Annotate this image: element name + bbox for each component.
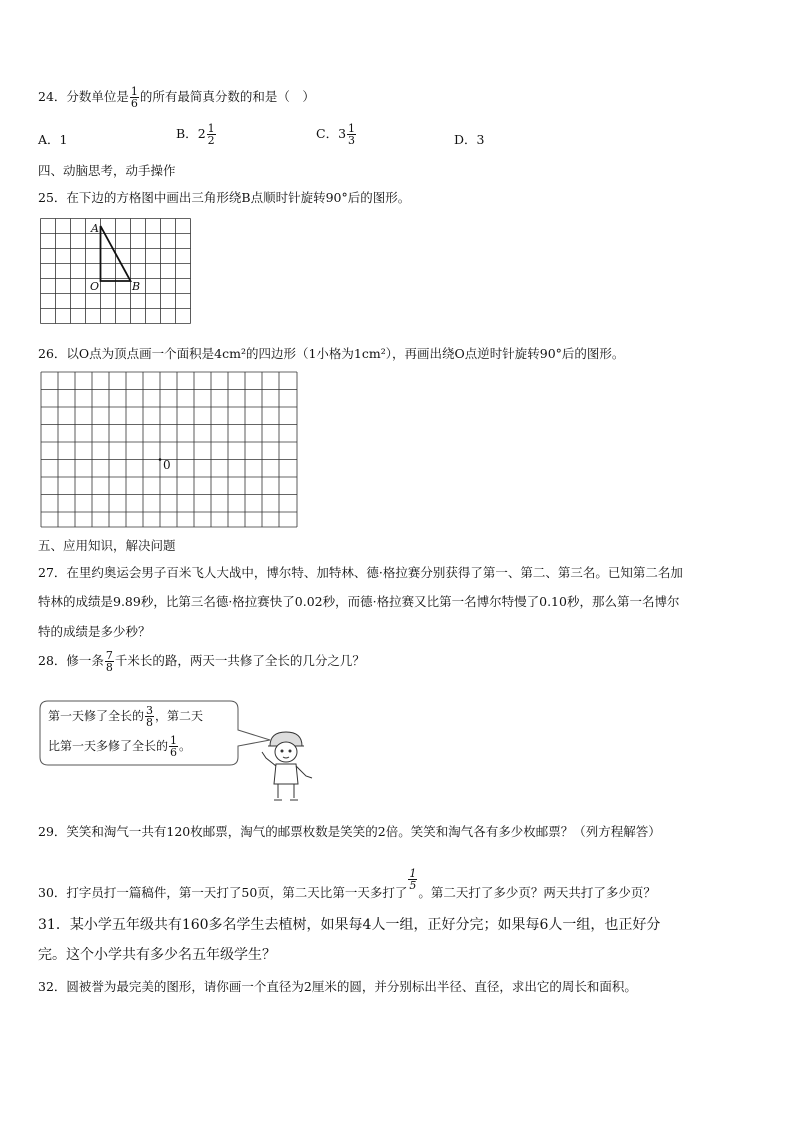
q25-label-o: O — [90, 280, 100, 293]
q24-text-before: 24．分数单位是 — [38, 89, 129, 104]
q24-option-c-fraction: $\frac{1}{3}$ — [348, 122, 356, 147]
question-27-line-2: 特林的成绩是9.89秒，比第三名德·格拉赛快了0.02秒，而德·格拉赛又比第一名博尔特慢了0.10秒，那么第一名博尔 — [38, 594, 680, 609]
q28-bubble-line-1: 第一天修了全长的 $\frac{3}{8}$ ，第二天 — [48, 704, 204, 729]
q26-grid-lines — [41, 372, 297, 527]
question-31-line-1: 31．某小学五年级共有160多名学生去植树，如果每4人一组，正好分完；如果每6人一组，也正好分 — [38, 917, 661, 933]
section-5-heading: 五、应用知识，解决问题 — [38, 538, 176, 553]
question-24 — [38, 86, 315, 109]
q24-option-b-fraction: $\frac{1}{2}$ — [207, 122, 215, 147]
question-25: 25．在下边的方格图中画出三角形绕B点顺时针旋转90°后的图形。 — [38, 190, 411, 205]
question-28: 28．修一条 $\frac{7}{8}$ 千米长的路，两天一共修了全长的几分之几？ — [38, 649, 365, 674]
section-4-heading: 四、动脑思考，动手操作 — [38, 163, 176, 178]
q24-fraction: $\frac{1}{6}$ — [130, 85, 138, 110]
question-26: 26．以O点为顶点画一个面积是4cm²的四边形（1小格为1cm²），再画出绕O点逆时针旋转90°后的图形。 — [38, 346, 625, 361]
q28-bubble-fraction-1: $\frac{3}{8}$ — [146, 704, 154, 729]
q25-label-b: B — [132, 280, 141, 293]
q24-option-b: B．2 $\frac{1}{2}$ — [176, 122, 215, 147]
q24-option-d: D．3 — [454, 132, 485, 147]
q25-label-a: A — [91, 222, 99, 235]
q28-bubble-fraction-2: $\frac{1}{6}$ — [170, 734, 178, 759]
question-32: 32．圆被誉为最完美的图形，请你画一个直径为2厘米的圆，并分别标出半径、直径，求出它的周长和面积。 — [38, 979, 637, 994]
q30-fraction: $\frac{1}{5}$ — [409, 867, 417, 892]
q25-grid-figure — [40, 218, 192, 326]
q24-option-a: A．1 — [38, 132, 68, 147]
question-31-line-2: 完。这个小学共有多少名五年级学生？ — [38, 947, 276, 963]
q24-option-c: C．3 $\frac{1}{3}$ — [316, 122, 356, 147]
question-29: 29．笑笑和淘气一共有120枚邮票，淘气的邮票枚数是笑笑的2倍。笑笑和淘气各有多少枚邮票？（列方程解答） — [38, 824, 661, 839]
boy-illustration — [258, 728, 318, 804]
q26-grid-figure — [40, 371, 300, 529]
q28-bubble-line-2: 比第一天多修了全长的 $\frac{1}{6}$ 。 — [48, 734, 192, 759]
question-30: 30．打字员打一篇稿件，第一天打了50页，第二天比第一天多打了 $\frac{1}{5}$ 。第二天打了多少页？两天共打了多少页？ — [38, 867, 656, 900]
q25-grid-lines — [41, 219, 191, 324]
q26-label-o: 0 — [163, 458, 171, 472]
q24-text-after: 的所有最简真分数的和是（ ） — [139, 89, 315, 104]
question-27-line-1: 27．在里约奥运会男子百米飞人大战中，博尔特、加特林、德·格拉赛分别获得了第一、第二、第三名。已知第二名加 — [38, 565, 683, 580]
question-27-line-3: 特的成绩是多少秒？ — [38, 624, 151, 639]
q26-point-o — [159, 458, 162, 461]
q28-fraction: $\frac{7}{8}$ — [105, 649, 113, 674]
